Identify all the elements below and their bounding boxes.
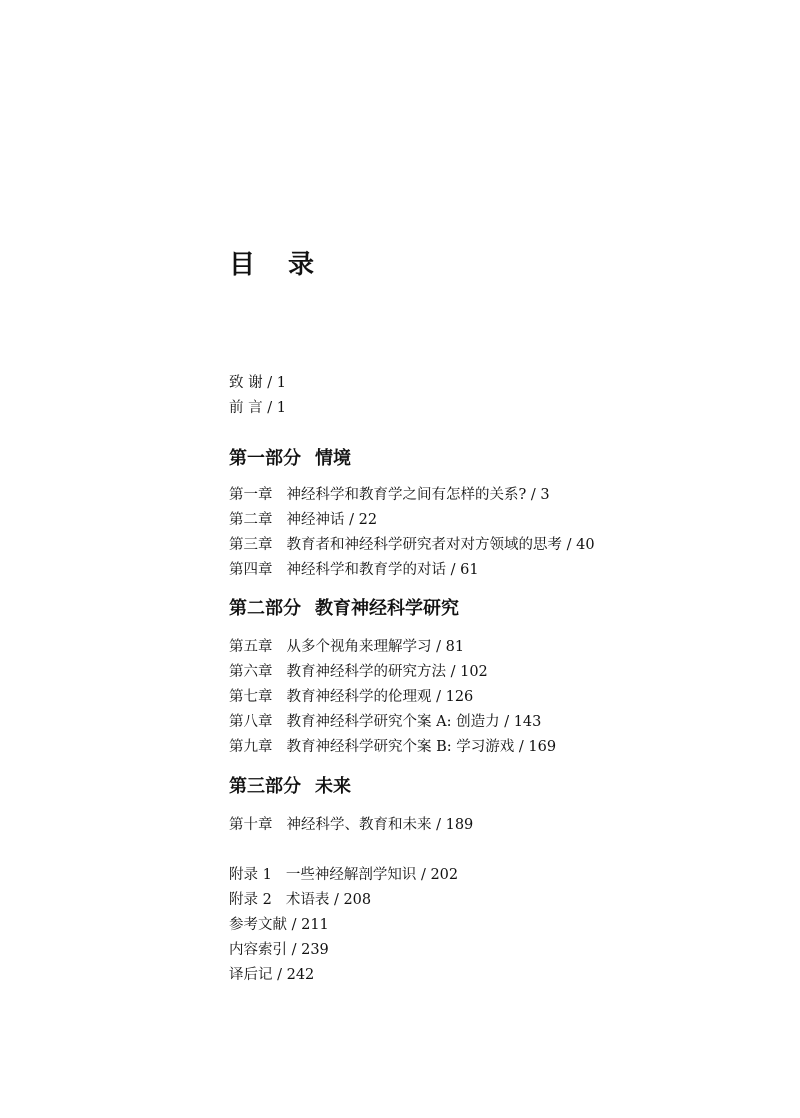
page-number: 22 <box>358 512 378 528</box>
separator: / <box>436 689 441 705</box>
part-heading-1[interactable] <box>229 447 351 471</box>
separator: / <box>333 892 339 908</box>
chapter-title: 教育神经科学的伦理观 <box>286 689 432 705</box>
chapter-number: 第七章 <box>229 689 273 705</box>
toc-entry-references[interactable] <box>229 915 329 935</box>
separator: / <box>504 714 510 730</box>
part-number: 第二部分 <box>229 598 301 619</box>
chapter-title: 教育神经科学研究个案 A: 创造力 <box>286 714 500 730</box>
chapter-title: 神经神话 <box>286 512 345 528</box>
chapter-number: 第十章 <box>229 817 273 833</box>
part-title: 情境 <box>315 448 351 469</box>
page-number: 239 <box>301 942 329 958</box>
separator: / <box>267 400 273 416</box>
part-number: 第三部分 <box>229 776 301 797</box>
entry-title: 参考文献 <box>229 917 287 933</box>
part-title: 未来 <box>315 776 351 797</box>
page-number: 211 <box>301 917 329 933</box>
chapter-title: 神经科学和教育学之间有怎样的关系? <box>286 487 527 503</box>
chapter-title: 教育神经科学的研究方法 <box>286 664 446 680</box>
toc-entry-chapter-4[interactable] <box>229 560 479 580</box>
toc-entry-chapter-6[interactable] <box>229 662 488 682</box>
toc-entry-preface[interactable] <box>229 398 286 418</box>
toc-entry-chapter-5[interactable] <box>229 637 464 657</box>
appendix-number: 附录 2 <box>229 892 272 908</box>
toc-entry-chapter-1[interactable] <box>229 485 550 505</box>
page-number: 202 <box>430 867 459 883</box>
chapter-number: 第三章 <box>229 537 273 553</box>
separator: / <box>450 562 456 578</box>
toc-entry-acknowledgements[interactable] <box>229 373 286 393</box>
chapter-number: 第四章 <box>229 562 273 578</box>
separator: / <box>420 867 426 883</box>
separator: / <box>436 817 441 833</box>
toc-entry-translators-afterword[interactable] <box>229 965 314 985</box>
entry-title: 内容索引 <box>229 942 287 958</box>
toc-entry-chapter-9[interactable] <box>229 737 556 757</box>
page-number: 1 <box>276 375 286 391</box>
separator: / <box>349 512 354 528</box>
separator: / <box>566 537 572 553</box>
chapter-number: 第二章 <box>229 512 273 528</box>
page-number: 189 <box>445 817 474 833</box>
separator: / <box>436 639 441 655</box>
chapter-number: 第一章 <box>229 487 273 503</box>
page-number: 61 <box>460 562 479 578</box>
chapter-title: 教育神经科学研究个案 B: 学习游戏 <box>286 739 515 755</box>
page-number: 126 <box>445 689 474 705</box>
chapter-number: 第五章 <box>229 639 273 655</box>
entry-title: 术语表 <box>285 892 330 908</box>
page-number: 3 <box>540 487 550 503</box>
chapter-number: 第九章 <box>229 739 273 755</box>
part-title: 教育神经科学研究 <box>315 598 459 619</box>
toc-entry-index[interactable] <box>229 940 329 960</box>
toc-entry-chapter-2[interactable] <box>229 510 377 530</box>
toc-entry-chapter-10[interactable] <box>229 815 473 835</box>
toc-entry-chapter-8[interactable] <box>229 712 541 732</box>
entry-label: 致 谢 <box>229 375 263 391</box>
separator: / <box>450 664 456 680</box>
separator: / <box>518 739 524 755</box>
page-number: 169 <box>528 739 557 755</box>
toc-entry-chapter-3[interactable] <box>229 535 595 555</box>
part-number: 第一部分 <box>229 448 301 469</box>
separator: / <box>277 967 282 983</box>
chapter-number: 第六章 <box>229 664 273 680</box>
chapter-title: 神经科学和教育学的对话 <box>286 562 446 578</box>
chapter-title: 教育者和神经科学研究者对对方领域的思考 <box>286 537 562 553</box>
toc-entry-chapter-7[interactable] <box>229 687 473 707</box>
appendix-number: 附录 1 <box>229 867 272 883</box>
separator: / <box>530 487 536 503</box>
separator: / <box>267 375 273 391</box>
page-title: 目 录 <box>229 250 327 280</box>
part-heading-3[interactable] <box>229 775 351 799</box>
chapter-number: 第八章 <box>229 714 273 730</box>
page-number: 208 <box>343 892 372 908</box>
toc-entry-appendix-1[interactable] <box>229 865 458 885</box>
page-number: 40 <box>576 537 595 553</box>
toc-entry-appendix-2[interactable] <box>229 890 371 910</box>
entry-title: 译后记 <box>229 967 273 983</box>
page-number: 143 <box>513 714 542 730</box>
page-number: 1 <box>276 400 286 416</box>
page-number: 242 <box>286 967 315 983</box>
page-number: 81 <box>445 639 465 655</box>
chapter-title: 从多个视角来理解学习 <box>286 639 432 655</box>
chapter-title: 神经科学、教育和未来 <box>286 817 432 833</box>
entry-label: 前 言 <box>229 400 263 416</box>
separator: / <box>291 917 297 933</box>
page-number: 102 <box>460 664 488 680</box>
separator: / <box>291 942 297 958</box>
part-heading-2[interactable] <box>229 597 459 621</box>
entry-title: 一些神经解剖学知识 <box>285 867 417 883</box>
